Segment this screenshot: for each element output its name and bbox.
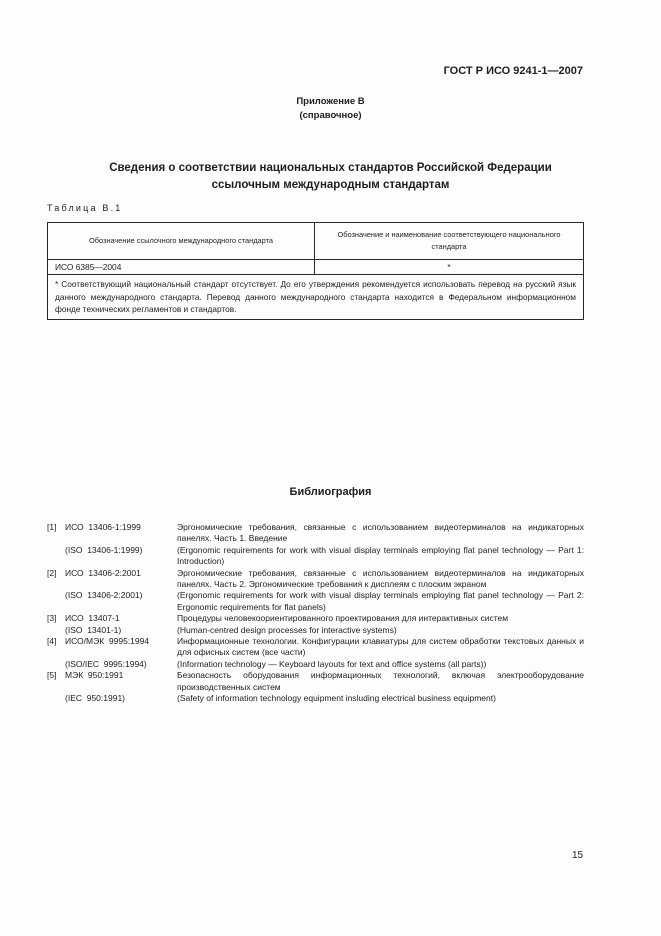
table-cell: ИСО 6385—2004 [48, 260, 315, 275]
table-cell: * [315, 260, 584, 275]
table-row [48, 260, 584, 275]
entry-text: (Information technology — Keyboard layouts for text and office systems (all parts)) [177, 658, 487, 669]
table-header-cell: Обозначение ссылочного международного стандарта [48, 223, 315, 260]
entry-number: [1] [47, 522, 57, 532]
entry-number [47, 590, 65, 613]
bibliography-entry [47, 693, 584, 704]
bibliography-entry [47, 636, 584, 659]
entry-text: Процедуры человекоориентированного проектирования для интерактивных систем [177, 613, 509, 624]
annex-subtitle: (справочное) [299, 110, 362, 121]
bibliography-heading: Библиография [289, 486, 372, 498]
entry-text: (Human-centred design processes for interactive systems) [177, 624, 397, 635]
entry-code: (IEC 950:1991) [65, 693, 126, 704]
bibliography-entry [47, 568, 584, 591]
bibliography-entry [47, 590, 584, 613]
entry-text: (Ergonomic requirements for work with visual display terminals employing flat panel technology — Part 1: Introduction) [177, 544, 584, 567]
entry-number [47, 693, 65, 704]
table-note-row [48, 275, 584, 320]
entry-number: [3] [47, 613, 57, 624]
annex-title: Приложение В [296, 96, 365, 107]
table-header-cell: Обозначение и наименование соответствующего национального стандарта [315, 223, 584, 260]
entry-code: (ISO 13401-1) [65, 624, 122, 635]
entry-text: (Ergonomic requirements for work with visual display terminals employing flat panel technology — Part 2: Ergonomic requirements for flat panels) [177, 590, 584, 612]
entry-number [47, 659, 65, 670]
entry-number [47, 545, 65, 568]
document-id: ГОСТ Р ИСО 9241-1—2007 [443, 65, 583, 77]
entry-number [47, 625, 65, 636]
entry-code: ИСО 13407-1 [65, 613, 120, 624]
correspondence-table [47, 222, 584, 320]
bibliography-entry [47, 545, 584, 568]
entry-text: Эргономические требования, связанные с использованием видеотерминалов на индикаторных панелях. Часть 2. Эргономические требования к дисплеям с плоским экраном [177, 567, 584, 590]
page-title-line-1: Сведения о соответствии национальных стандартов Российской Федерации [109, 162, 552, 174]
page-title [40, 160, 621, 194]
entry-number: [4] [47, 636, 57, 647]
bibliography-entry [47, 613, 584, 624]
annex-heading [0, 95, 661, 123]
table-header-row [48, 223, 584, 260]
bibliography-entry [47, 625, 584, 636]
entry-code: (ISO/IEC 9995:1994) [65, 658, 147, 669]
bibliography-list [47, 522, 584, 705]
page-title-line-2: ссылочным международным стандартам [211, 179, 450, 191]
page-number: 15 [572, 850, 584, 861]
entry-code: МЭК 950:1991 [65, 670, 124, 681]
entry-text: Безопасность оборудования информационных технологий, включая электрооборудование производственных систем [177, 670, 584, 692]
entry-text: Эргономические требования, связанные с использованием видеотерминалов на индикаторных панелях. Часть 1. Введение [177, 522, 584, 544]
entry-text: Информационные технологии. Конфигурации клавиатуры для систем обработки текстовых данных и для офисных систем (все части) [177, 636, 584, 658]
bibliography-entry [47, 670, 584, 693]
bibliography-entry [47, 522, 584, 545]
table-label: Таблица В.1 [47, 203, 123, 213]
entry-code: (ISO 13406-2:2001) [65, 590, 143, 601]
bibliography-entry [47, 659, 584, 670]
entry-text: (Safety of information technology equipment insluding electrical business equipment) [177, 693, 496, 704]
entry-code: ИСО/МЭК 9995:1994 [65, 636, 150, 647]
entry-code: ИСО 13406-1:1999 [65, 522, 141, 532]
table-note: * Соответствующий национальный стандарт отсутствует. До его утверждения рекомендуется использовать перевод на русский язык данного международного стандарта. Перевод данного международного стандарта находится в Федеральном информационном фонде технических регламентов и стандартов. [48, 275, 584, 320]
entry-code: (ISO 13406-1:1999) [65, 544, 143, 555]
entry-number: [5] [47, 670, 57, 681]
entry-code: ИСО 13406-2:2001 [65, 567, 141, 578]
entry-number: [2] [47, 567, 57, 578]
